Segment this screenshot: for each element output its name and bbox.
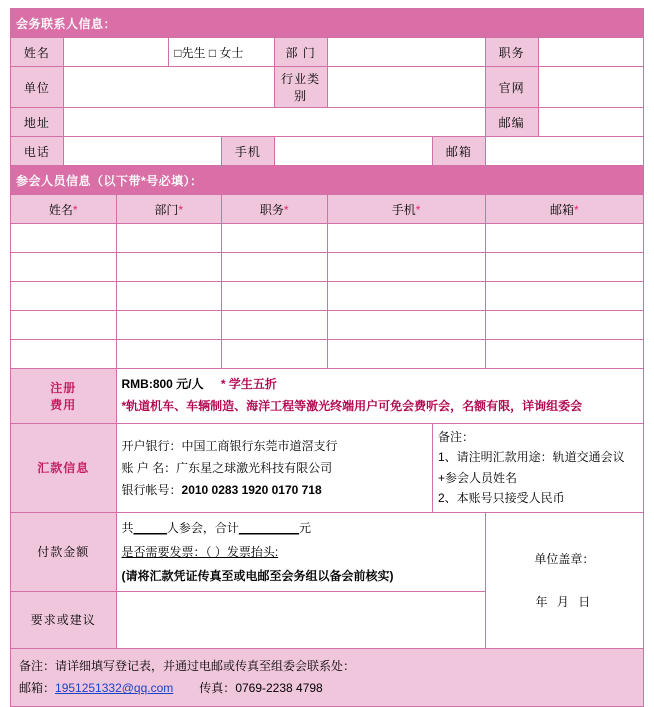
fee-student-discount: * 学生五折: [220, 377, 277, 392]
label-department: 部 门: [274, 38, 327, 67]
attendee-department-input[interactable]: [116, 224, 222, 253]
payment-label: 付款金额: [11, 512, 117, 591]
attendee-position-input[interactable]: [222, 282, 328, 311]
column-header-position: 职务*: [222, 195, 328, 224]
attendee-name-input[interactable]: [11, 311, 117, 340]
label-address: 地址: [11, 108, 64, 137]
payment-invoice-line[interactable]: 是否需要发票：（ ）发票抬头:: [121, 544, 279, 559]
input-email[interactable]: [485, 137, 643, 166]
column-header-email: 邮箱*: [485, 195, 643, 224]
bank-value: 中国工商银行东莞市道滘支行: [181, 438, 338, 453]
label-position: 职务: [485, 38, 538, 67]
remittance-label: 汇款信息: [11, 424, 117, 513]
attendee-department-input[interactable]: [116, 340, 222, 369]
attendee-columns-row: [11, 195, 644, 224]
input-zipcode[interactable]: [538, 108, 644, 137]
account-no-line: [122, 479, 428, 501]
suggestion-input[interactable]: [116, 591, 485, 648]
footer-email-label: 邮箱：: [19, 681, 56, 696]
payment-row: [11, 512, 644, 591]
company-stamp-area: [485, 512, 643, 648]
section1-header: 会务联系人信息：: [11, 9, 644, 38]
footer-line1: 备注：请详细填写登记表，并通过电邮或传真至组委会联系处：: [19, 658, 356, 673]
fee-label-line2: 费用: [50, 398, 77, 412]
attendee-department-input[interactable]: [116, 253, 222, 282]
attendee-mobile-input[interactable]: [327, 224, 485, 253]
attendee-name-input[interactable]: [11, 340, 117, 369]
attendee-department-input[interactable]: [116, 311, 222, 340]
input-address[interactable]: [63, 108, 485, 137]
attendee-department-input[interactable]: [116, 282, 222, 311]
section2-header-row: [11, 166, 644, 195]
account-no-label: 银行帐号：: [121, 482, 182, 497]
column-header-mobile: 手机*: [327, 195, 485, 224]
account-name-line: [122, 457, 428, 479]
section2-header: 参会人员信息（以下带*号必填）：: [11, 166, 644, 195]
attendee-position-input[interactable]: [222, 224, 328, 253]
attendee-name-input[interactable]: [11, 224, 117, 253]
attendee-position-input[interactable]: [222, 311, 328, 340]
footer-line2: [19, 677, 635, 700]
attendee-email-input[interactable]: [485, 224, 643, 253]
attendee-row: [11, 311, 644, 340]
attendee-position-input[interactable]: [222, 253, 328, 282]
attendee-email-input[interactable]: [485, 253, 643, 282]
contact-row-company: [11, 67, 644, 108]
label-website: 官网: [485, 67, 538, 108]
remit-note-title: 备注：: [438, 430, 475, 444]
required-mark: *: [574, 202, 579, 217]
required-mark: *: [283, 202, 289, 217]
contact-row-address: [11, 108, 644, 137]
account-no-value: 2010 0283 1920 0170 718: [181, 482, 322, 497]
attendee-email-input[interactable]: [485, 311, 643, 340]
footer-fax-value: 0769-2238 4798: [235, 681, 323, 696]
remit-note-1: 1、请注明汇款用途：轨道交通会议+参会人员姓名: [438, 450, 625, 485]
column-header-name: 姓名*: [11, 195, 117, 224]
label-telephone: 电话: [11, 137, 64, 166]
attendee-email-input[interactable]: [485, 340, 643, 369]
input-telephone[interactable]: [63, 137, 221, 166]
required-mark: *: [72, 202, 78, 217]
fee-amount: RMB:800 元/人: [121, 377, 204, 392]
attendee-email-input[interactable]: [485, 282, 643, 311]
contact-row-name: [11, 38, 644, 67]
required-mark: *: [415, 202, 421, 217]
label-industry: 行业类别: [274, 67, 327, 108]
payment-note: (请将汇款凭证传真至或电邮至会务组以备会前核实): [121, 568, 394, 583]
attendee-count-blank[interactable]: _____: [133, 520, 167, 535]
footer-email-link[interactable]: 1951251332@qq.com: [55, 681, 174, 696]
attendee-row: [11, 224, 644, 253]
section1-header-row: [11, 9, 644, 38]
required-mark: *: [178, 202, 184, 217]
fee-content: [116, 369, 644, 424]
input-industry[interactable]: [327, 67, 485, 108]
label-email: 邮箱: [433, 137, 486, 166]
payment-content[interactable]: [116, 512, 485, 591]
account-name-label: 账 户 名：: [121, 460, 177, 475]
account-name-value: 广东星之球激光科技有限公司: [176, 460, 333, 475]
label-name: 姓名: [11, 38, 64, 67]
attendee-mobile-input[interactable]: [327, 253, 485, 282]
attendee-row: [11, 282, 644, 311]
attendee-name-input[interactable]: [11, 282, 117, 311]
fee-label-line1: 注册: [50, 381, 77, 395]
stamp-date-line: 年 月 日: [535, 595, 594, 610]
contact-row-phone: [11, 137, 644, 166]
attendee-position-input[interactable]: [222, 340, 328, 369]
payment-line1: 共_____人参会，合计_________元: [121, 520, 311, 535]
bank-line: [122, 435, 428, 457]
remittance-notes: [433, 424, 644, 513]
input-website[interactable]: [538, 67, 644, 108]
registration-form-table: [10, 8, 644, 649]
attendee-mobile-input[interactable]: [327, 311, 485, 340]
footer-fax-label: 传真：: [199, 681, 236, 696]
label-zipcode: 邮编: [485, 108, 538, 137]
fee-line1: [122, 374, 639, 396]
attendee-mobile-input[interactable]: [327, 340, 485, 369]
input-company[interactable]: [63, 67, 274, 108]
input-department[interactable]: [327, 38, 485, 67]
remittance-row: [11, 424, 644, 513]
total-amount-blank[interactable]: _________: [238, 520, 299, 535]
footer-note: [10, 649, 644, 707]
label-company: 单位: [11, 67, 64, 108]
label-mobile: 手机: [222, 137, 275, 166]
attendee-row: [11, 340, 644, 369]
input-position[interactable]: [538, 38, 644, 67]
stamp-title: 单位盖章：: [534, 552, 595, 567]
bank-label: 开户银行：: [121, 438, 182, 453]
attendee-mobile-input[interactable]: [327, 282, 485, 311]
fee-row: [11, 369, 644, 424]
suggestion-label: 要求或建议: [11, 591, 117, 648]
remit-note-2: 2、本账号只接受人民币: [438, 491, 565, 506]
input-mobile[interactable]: [274, 137, 432, 166]
gender-checkbox-group[interactable]: □先生 □ 女士: [169, 38, 275, 67]
fee-line2: *轨道机车、车辆制造、海洋工程等激光终端用户可免会费听会，名额有限，详询组委会: [121, 399, 583, 413]
remittance-info: [116, 424, 433, 513]
attendee-row: [11, 253, 644, 282]
input-name[interactable]: [63, 38, 169, 67]
attendee-name-input[interactable]: [11, 253, 117, 282]
fee-label: [11, 369, 117, 424]
column-header-department: 部门*: [116, 195, 222, 224]
